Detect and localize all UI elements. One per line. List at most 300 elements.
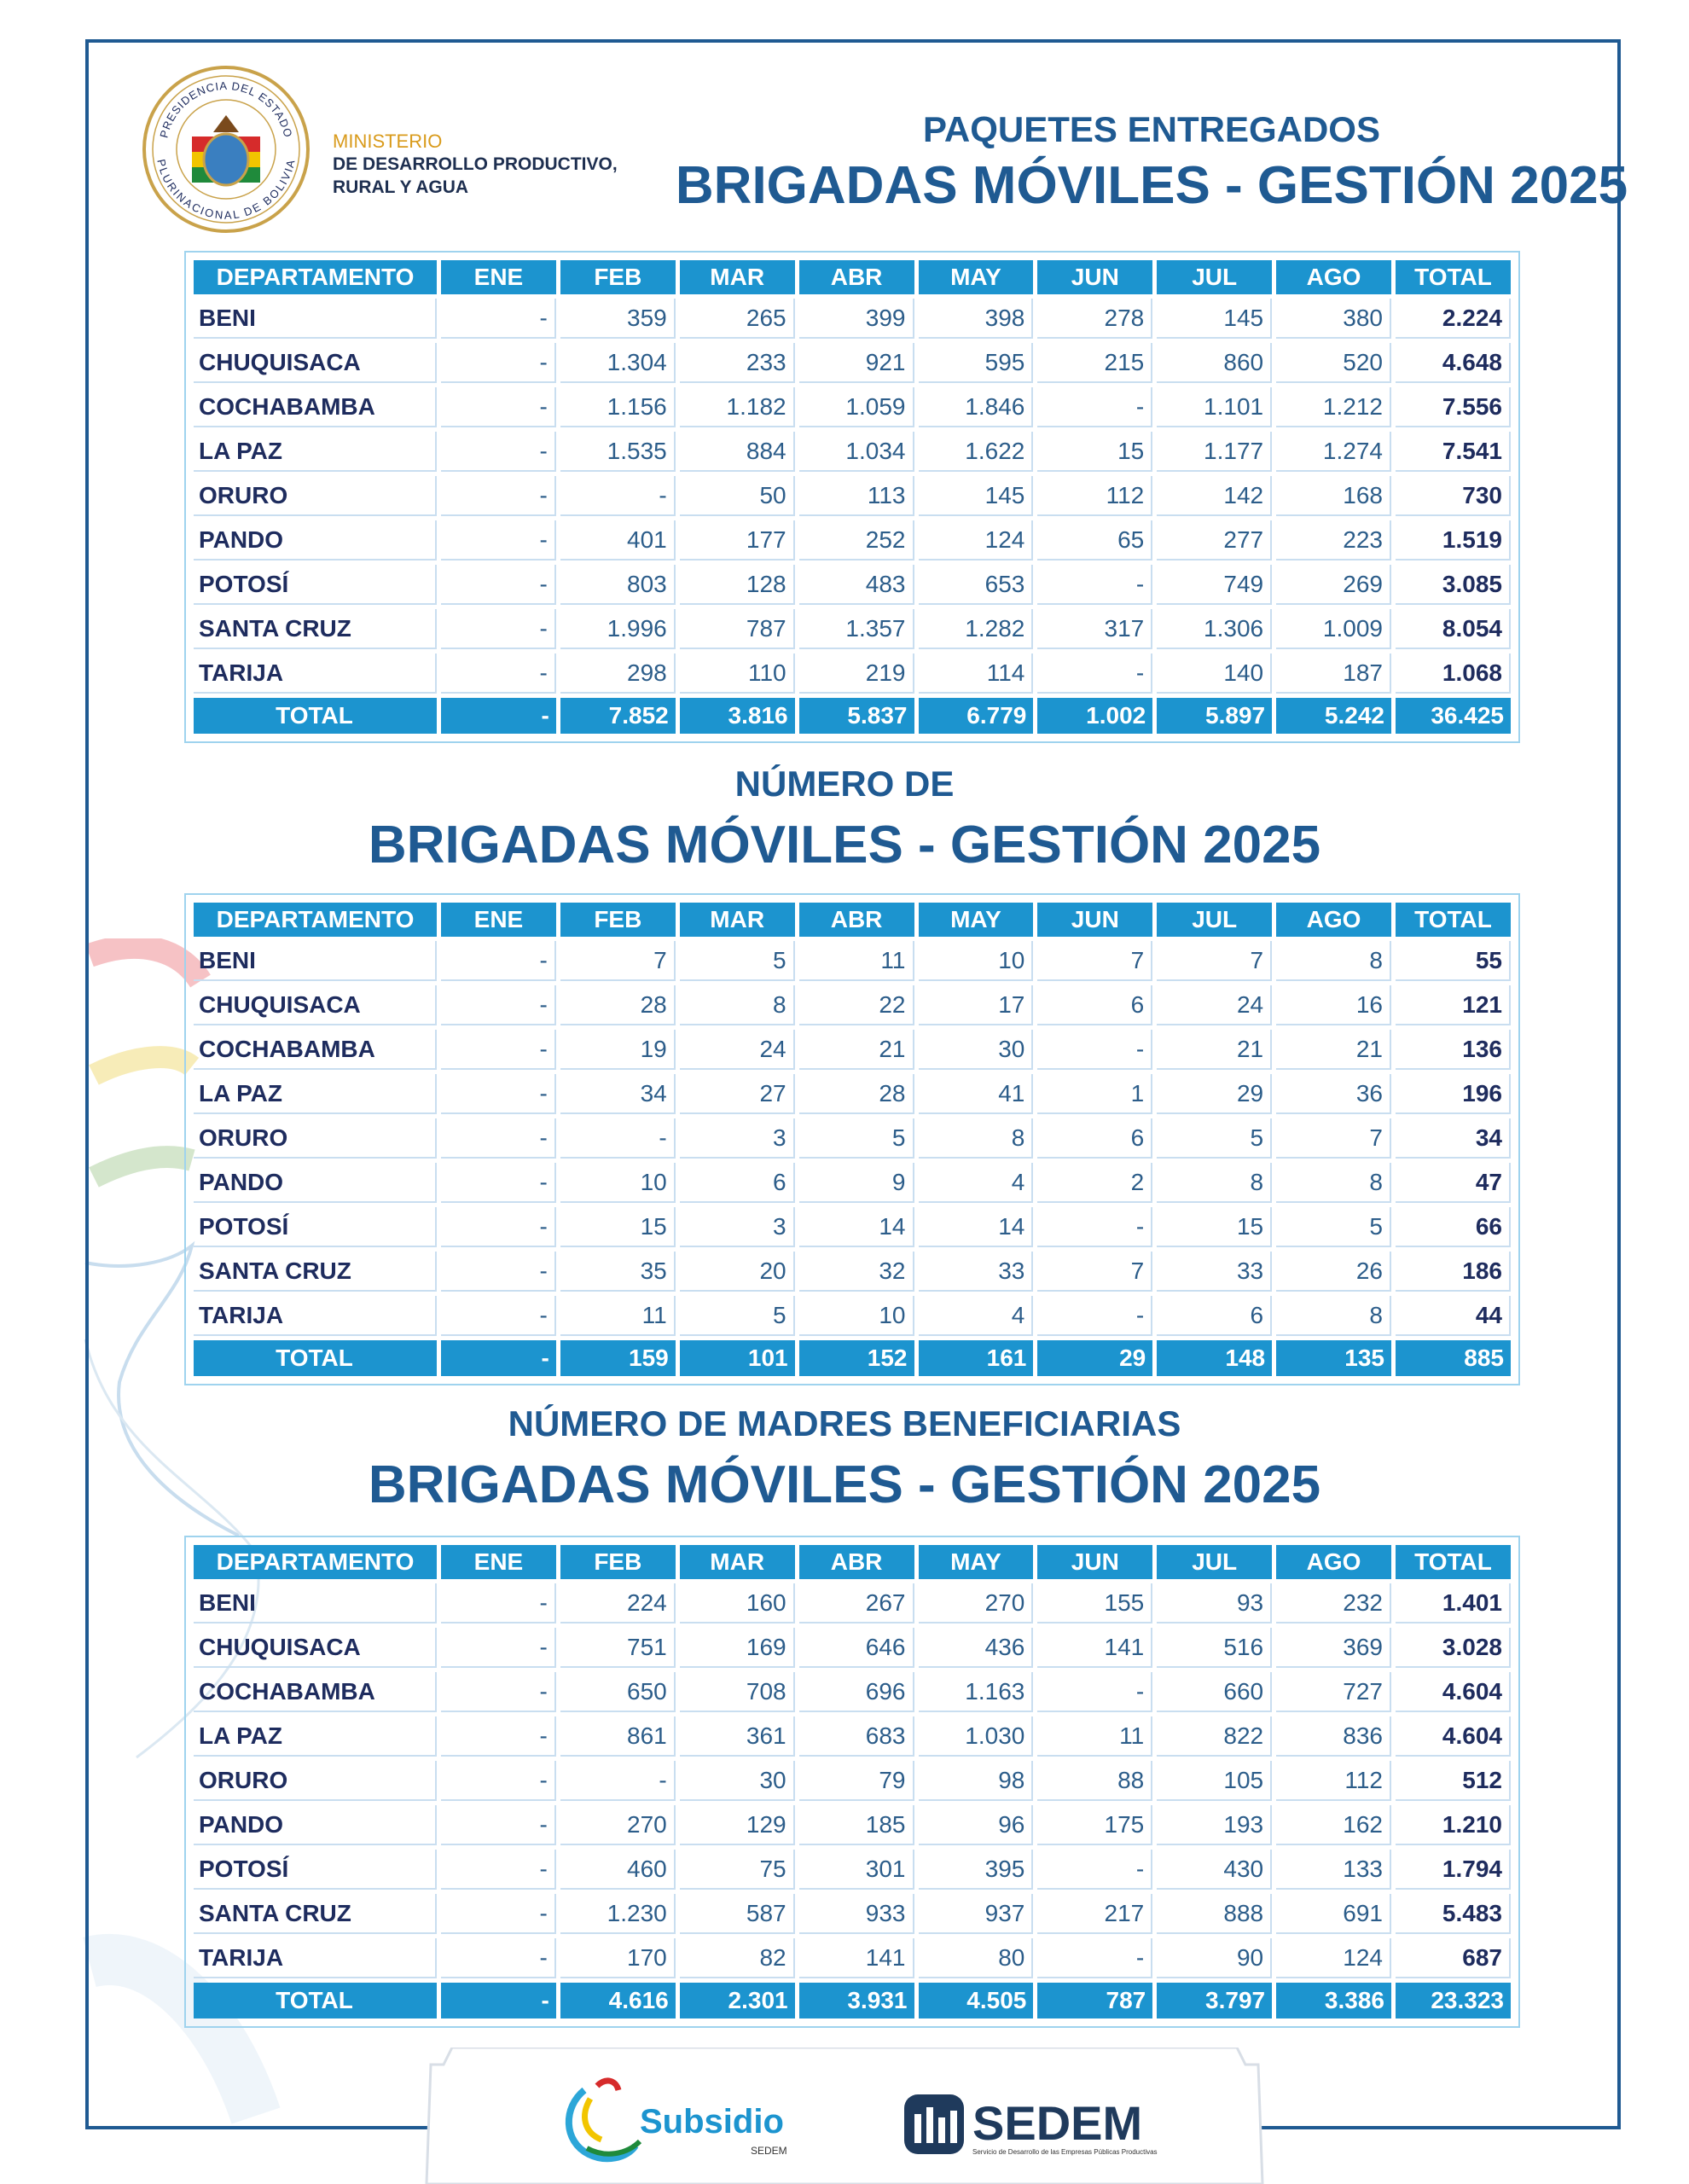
value-cell: 398 bbox=[919, 299, 1034, 339]
value-cell: 193 bbox=[1157, 1805, 1272, 1845]
value-cell: 98 bbox=[919, 1761, 1034, 1801]
column-header: FEB bbox=[560, 260, 676, 294]
value-cell: 36 bbox=[1276, 1074, 1391, 1114]
value-cell: 380 bbox=[1276, 299, 1391, 339]
value-cell: 14 bbox=[919, 1207, 1034, 1247]
value-cell: 21 bbox=[1157, 1030, 1272, 1070]
value-cell: 10 bbox=[919, 941, 1034, 981]
value-cell: 80 bbox=[919, 1938, 1034, 1978]
value-cell: 399 bbox=[799, 299, 914, 339]
sedem-logo-text: SEDEM bbox=[972, 2096, 1143, 2150]
column-header: JUL bbox=[1157, 903, 1272, 937]
table-row bbox=[194, 1163, 1511, 1203]
table-row bbox=[194, 1118, 1511, 1159]
column-header: MAR bbox=[680, 260, 795, 294]
value-cell: 6 bbox=[1157, 1296, 1272, 1336]
value-cell: 267 bbox=[799, 1583, 914, 1623]
total-cell: 135 bbox=[1276, 1340, 1391, 1376]
value-cell: - bbox=[1037, 1938, 1152, 1978]
value-cell: - bbox=[441, 1583, 556, 1623]
value-cell: 933 bbox=[799, 1894, 914, 1934]
value-cell: 32 bbox=[799, 1252, 914, 1292]
value-cell: - bbox=[441, 1761, 556, 1801]
value-cell: 34 bbox=[560, 1074, 676, 1114]
value-cell: 861 bbox=[560, 1716, 676, 1757]
department-cell: LA PAZ bbox=[194, 432, 437, 472]
value-cell: 168 bbox=[1276, 476, 1391, 516]
value-cell: - bbox=[441, 476, 556, 516]
value-cell: 5 bbox=[1276, 1207, 1391, 1247]
total-cell: 4.505 bbox=[919, 1983, 1034, 2018]
value-cell: 696 bbox=[799, 1672, 914, 1712]
section3-title: BRIGADAS MÓVILES - GESTIÓN 2025 bbox=[368, 1455, 1321, 1514]
footer-banner bbox=[392, 2048, 1297, 2184]
total-cell: 1.002 bbox=[1037, 698, 1152, 734]
table-row bbox=[194, 1716, 1511, 1757]
value-cell: 15 bbox=[560, 1207, 676, 1247]
column-header: MAR bbox=[680, 903, 795, 937]
value-cell: 136 bbox=[1396, 1030, 1511, 1070]
value-cell: 162 bbox=[1276, 1805, 1391, 1845]
value-cell: - bbox=[560, 476, 676, 516]
department-cell: PANDO bbox=[194, 520, 437, 561]
value-cell: 41 bbox=[919, 1074, 1034, 1114]
value-cell: 14 bbox=[799, 1207, 914, 1247]
value-cell: 8 bbox=[1157, 1163, 1272, 1203]
value-cell: 1.210 bbox=[1396, 1805, 1511, 1845]
value-cell: - bbox=[1037, 1672, 1152, 1712]
value-cell: 27 bbox=[680, 1074, 795, 1114]
value-cell: 803 bbox=[560, 565, 676, 605]
value-cell: 233 bbox=[680, 343, 795, 383]
total-cell: 7.852 bbox=[560, 698, 676, 734]
subsidio-logo-sub: SEDEM bbox=[751, 2145, 787, 2157]
value-cell: 110 bbox=[680, 653, 795, 694]
value-cell: 1.846 bbox=[919, 387, 1034, 427]
column-header: JUN bbox=[1037, 903, 1152, 937]
table-row bbox=[194, 565, 1511, 605]
section1-title: BRIGADAS MÓVILES - GESTIÓN 2025 bbox=[675, 156, 1628, 215]
column-header: DEPARTAMENTO bbox=[194, 903, 437, 937]
total-label: TOTAL bbox=[194, 1340, 437, 1376]
value-cell: 483 bbox=[799, 565, 914, 605]
value-cell: 6 bbox=[1037, 1118, 1152, 1159]
value-cell: 1.794 bbox=[1396, 1850, 1511, 1890]
value-cell: 401 bbox=[560, 520, 676, 561]
value-cell: - bbox=[441, 1805, 556, 1845]
value-cell: 141 bbox=[799, 1938, 914, 1978]
column-header: ENE bbox=[441, 1545, 556, 1579]
department-cell: SANTA CRUZ bbox=[194, 1252, 437, 1292]
column-header: MAR bbox=[680, 1545, 795, 1579]
value-cell: 1.622 bbox=[919, 432, 1034, 472]
total-cell: 36.425 bbox=[1396, 698, 1511, 734]
column-header: FEB bbox=[560, 1545, 676, 1579]
column-header: JUN bbox=[1037, 260, 1152, 294]
value-cell: 3.028 bbox=[1396, 1628, 1511, 1668]
seal-text-bottom: PLURINACIONAL DE BOLIVIA bbox=[154, 158, 298, 222]
value-cell: 16 bbox=[1276, 985, 1391, 1025]
value-cell: 30 bbox=[680, 1761, 795, 1801]
column-header: JUN bbox=[1037, 1545, 1152, 1579]
data-table bbox=[189, 256, 1515, 738]
value-cell: 1.177 bbox=[1157, 432, 1272, 472]
value-cell: 937 bbox=[919, 1894, 1034, 1934]
value-cell: 124 bbox=[1276, 1938, 1391, 1978]
value-cell: 5.483 bbox=[1396, 1894, 1511, 1934]
department-cell: TARIJA bbox=[194, 1296, 437, 1336]
value-cell: 124 bbox=[919, 520, 1034, 561]
table-row bbox=[194, 941, 1511, 981]
department-cell: COCHABAMBA bbox=[194, 1672, 437, 1712]
value-cell: - bbox=[441, 1252, 556, 1292]
value-cell: 430 bbox=[1157, 1850, 1272, 1890]
value-cell: 787 bbox=[680, 609, 795, 649]
column-header: ABR bbox=[799, 903, 914, 937]
value-cell: 7 bbox=[1037, 1252, 1152, 1292]
value-cell: - bbox=[441, 1074, 556, 1114]
column-header: JUL bbox=[1157, 1545, 1272, 1579]
table-row bbox=[194, 387, 1511, 427]
value-cell: 691 bbox=[1276, 1894, 1391, 1934]
department-cell: COCHABAMBA bbox=[194, 1030, 437, 1070]
total-cell: 29 bbox=[1037, 1340, 1152, 1376]
value-cell: 20 bbox=[680, 1252, 795, 1292]
value-cell: 5 bbox=[680, 1296, 795, 1336]
value-cell: 270 bbox=[919, 1583, 1034, 1623]
table-row bbox=[194, 653, 1511, 694]
value-cell: 187 bbox=[1276, 653, 1391, 694]
value-cell: 436 bbox=[919, 1628, 1034, 1668]
value-cell: 751 bbox=[560, 1628, 676, 1668]
value-cell: - bbox=[441, 1628, 556, 1668]
column-header: MAY bbox=[919, 903, 1034, 937]
value-cell: 2.224 bbox=[1396, 299, 1511, 339]
value-cell: 708 bbox=[680, 1672, 795, 1712]
value-cell: 66 bbox=[1396, 1207, 1511, 1247]
value-cell: 921 bbox=[799, 343, 914, 383]
table-row bbox=[194, 1805, 1511, 1845]
value-cell: 112 bbox=[1037, 476, 1152, 516]
value-cell: 3 bbox=[680, 1207, 795, 1247]
total-cell: 23.323 bbox=[1396, 1983, 1511, 2018]
bolivia-seal-icon bbox=[141, 64, 311, 235]
value-cell: 587 bbox=[680, 1894, 795, 1934]
value-cell: 141 bbox=[1037, 1628, 1152, 1668]
value-cell: - bbox=[1037, 1030, 1152, 1070]
value-cell: 1.059 bbox=[799, 387, 914, 427]
value-cell: 4 bbox=[919, 1163, 1034, 1203]
table-row bbox=[194, 1030, 1511, 1070]
value-cell: 822 bbox=[1157, 1716, 1272, 1757]
table-header-row bbox=[194, 903, 1511, 937]
value-cell: 133 bbox=[1276, 1850, 1391, 1890]
value-cell: 1.519 bbox=[1396, 520, 1511, 561]
value-cell: 646 bbox=[799, 1628, 914, 1668]
value-cell: 9 bbox=[799, 1163, 914, 1203]
value-cell: - bbox=[441, 520, 556, 561]
total-cell: 4.616 bbox=[560, 1983, 676, 2018]
value-cell: 687 bbox=[1396, 1938, 1511, 1978]
value-cell: 7.541 bbox=[1396, 432, 1511, 472]
value-cell: 8 bbox=[680, 985, 795, 1025]
value-cell: 113 bbox=[799, 476, 914, 516]
value-cell: 224 bbox=[560, 1583, 676, 1623]
value-cell: - bbox=[1037, 1296, 1152, 1336]
department-cell: CHUQUISACA bbox=[194, 343, 437, 383]
value-cell: 79 bbox=[799, 1761, 914, 1801]
section3-table bbox=[184, 1536, 1520, 2028]
value-cell: 7.556 bbox=[1396, 387, 1511, 427]
value-cell: - bbox=[441, 343, 556, 383]
value-cell: 278 bbox=[1037, 299, 1152, 339]
table-row bbox=[194, 1894, 1511, 1934]
value-cell: 4 bbox=[919, 1296, 1034, 1336]
table-header-row bbox=[194, 1545, 1511, 1579]
total-cell: 787 bbox=[1037, 1983, 1152, 2018]
table-row bbox=[194, 343, 1511, 383]
value-cell: 82 bbox=[680, 1938, 795, 1978]
value-cell: - bbox=[441, 1030, 556, 1070]
department-cell: TARIJA bbox=[194, 1938, 437, 1978]
department-cell: POTOSÍ bbox=[194, 565, 437, 605]
section2-title: BRIGADAS MÓVILES - GESTIÓN 2025 bbox=[368, 816, 1321, 874]
column-header: AGO bbox=[1276, 260, 1391, 294]
column-header: TOTAL bbox=[1396, 260, 1511, 294]
department-cell: CHUQUISACA bbox=[194, 1628, 437, 1668]
department-cell: POTOSÍ bbox=[194, 1207, 437, 1247]
total-cell: 159 bbox=[560, 1340, 676, 1376]
table-row bbox=[194, 609, 1511, 649]
total-cell: 101 bbox=[680, 1340, 795, 1376]
value-cell: 33 bbox=[919, 1252, 1034, 1292]
ministry-line2: DE DESARROLLO PRODUCTIVO, bbox=[333, 154, 618, 174]
value-cell: - bbox=[1037, 565, 1152, 605]
sedem-logo-sub: Servicio de Desarrollo de las Empresas Públicas Productivas bbox=[972, 2148, 1158, 2156]
table-row bbox=[194, 1252, 1511, 1292]
value-cell: 298 bbox=[560, 653, 676, 694]
value-cell: 177 bbox=[680, 520, 795, 561]
value-cell: - bbox=[441, 1850, 556, 1890]
total-cell: - bbox=[441, 698, 556, 734]
value-cell: 4.648 bbox=[1396, 343, 1511, 383]
total-cell: 148 bbox=[1157, 1340, 1272, 1376]
value-cell: - bbox=[441, 1894, 556, 1934]
column-header: ENE bbox=[441, 260, 556, 294]
total-row bbox=[194, 698, 1511, 734]
value-cell: 112 bbox=[1276, 1761, 1391, 1801]
value-cell: 145 bbox=[1157, 299, 1272, 339]
value-cell: 301 bbox=[799, 1850, 914, 1890]
value-cell: 30 bbox=[919, 1030, 1034, 1070]
value-cell: 270 bbox=[560, 1805, 676, 1845]
value-cell: - bbox=[441, 941, 556, 981]
column-header: ENE bbox=[441, 903, 556, 937]
column-header: AGO bbox=[1276, 1545, 1391, 1579]
value-cell: 145 bbox=[919, 476, 1034, 516]
total-cell: 2.301 bbox=[680, 1983, 795, 2018]
department-cell: POTOSÍ bbox=[194, 1850, 437, 1890]
total-cell: 6.779 bbox=[919, 698, 1034, 734]
department-cell: SANTA CRUZ bbox=[194, 1894, 437, 1934]
value-cell: 19 bbox=[560, 1030, 676, 1070]
table-row bbox=[194, 985, 1511, 1025]
section2-subtitle: NÚMERO DE bbox=[734, 764, 955, 804]
value-cell: 1.535 bbox=[560, 432, 676, 472]
column-header: ABR bbox=[799, 1545, 914, 1579]
value-cell: 34 bbox=[1396, 1118, 1511, 1159]
value-cell: 5 bbox=[1157, 1118, 1272, 1159]
department-cell: ORURO bbox=[194, 476, 437, 516]
value-cell: 11 bbox=[560, 1296, 676, 1336]
value-cell: 11 bbox=[799, 941, 914, 981]
value-cell: 650 bbox=[560, 1672, 676, 1712]
value-cell: 28 bbox=[799, 1074, 914, 1114]
value-cell: 169 bbox=[680, 1628, 795, 1668]
value-cell: 4.604 bbox=[1396, 1672, 1511, 1712]
value-cell: 160 bbox=[680, 1583, 795, 1623]
value-cell: 155 bbox=[1037, 1583, 1152, 1623]
value-cell: 683 bbox=[799, 1716, 914, 1757]
department-cell: COCHABAMBA bbox=[194, 387, 437, 427]
value-cell: 730 bbox=[1396, 476, 1511, 516]
table-header-row bbox=[194, 260, 1511, 294]
value-cell: 55 bbox=[1396, 941, 1511, 981]
value-cell: 1.274 bbox=[1276, 432, 1391, 472]
department-cell: PANDO bbox=[194, 1805, 437, 1845]
value-cell: 595 bbox=[919, 343, 1034, 383]
value-cell: 11 bbox=[1037, 1716, 1152, 1757]
value-cell: - bbox=[441, 1716, 556, 1757]
value-cell: 653 bbox=[919, 565, 1034, 605]
value-cell: 1.009 bbox=[1276, 609, 1391, 649]
value-cell: 8 bbox=[1276, 1296, 1391, 1336]
total-cell: 5.897 bbox=[1157, 698, 1272, 734]
value-cell: 215 bbox=[1037, 343, 1152, 383]
total-label: TOTAL bbox=[194, 1983, 437, 2018]
value-cell: 128 bbox=[680, 565, 795, 605]
value-cell: - bbox=[441, 299, 556, 339]
value-cell: - bbox=[441, 1118, 556, 1159]
value-cell: 219 bbox=[799, 653, 914, 694]
value-cell: 7 bbox=[1276, 1118, 1391, 1159]
table-row bbox=[194, 1074, 1511, 1114]
department-cell: LA PAZ bbox=[194, 1074, 437, 1114]
department-cell: TARIJA bbox=[194, 653, 437, 694]
value-cell: - bbox=[441, 432, 556, 472]
section2-table bbox=[184, 893, 1520, 1385]
value-cell: 10 bbox=[799, 1296, 914, 1336]
ministry-name bbox=[333, 130, 618, 199]
value-cell: 21 bbox=[799, 1030, 914, 1070]
department-cell: ORURO bbox=[194, 1118, 437, 1159]
value-cell: 5 bbox=[680, 941, 795, 981]
value-cell: 2 bbox=[1037, 1163, 1152, 1203]
value-cell: 105 bbox=[1157, 1761, 1272, 1801]
value-cell: 1.282 bbox=[919, 609, 1034, 649]
value-cell: 1.101 bbox=[1157, 387, 1272, 427]
value-cell: 265 bbox=[680, 299, 795, 339]
value-cell: - bbox=[441, 565, 556, 605]
value-cell: 369 bbox=[1276, 1628, 1391, 1668]
value-cell: 3 bbox=[680, 1118, 795, 1159]
value-cell: 96 bbox=[919, 1805, 1034, 1845]
value-cell: 8.054 bbox=[1396, 609, 1511, 649]
value-cell: 8 bbox=[1276, 1163, 1391, 1203]
seal-text-top: PRESIDENCIA DEL ESTADO bbox=[157, 78, 295, 140]
value-cell: - bbox=[441, 1163, 556, 1203]
value-cell: 1.034 bbox=[799, 432, 914, 472]
table-row bbox=[194, 476, 1511, 516]
value-cell: 28 bbox=[560, 985, 676, 1025]
value-cell: 1.030 bbox=[919, 1716, 1034, 1757]
column-header: MAY bbox=[919, 260, 1034, 294]
column-header: JUL bbox=[1157, 260, 1272, 294]
total-cell: 3.931 bbox=[799, 1983, 914, 2018]
value-cell: 516 bbox=[1157, 1628, 1272, 1668]
total-cell: 161 bbox=[919, 1340, 1034, 1376]
table-row bbox=[194, 520, 1511, 561]
value-cell: 1 bbox=[1037, 1074, 1152, 1114]
value-cell: 175 bbox=[1037, 1805, 1152, 1845]
value-cell: 217 bbox=[1037, 1894, 1152, 1934]
value-cell: - bbox=[441, 1938, 556, 1978]
value-cell: 170 bbox=[560, 1938, 676, 1978]
value-cell: 727 bbox=[1276, 1672, 1391, 1712]
value-cell: 1.163 bbox=[919, 1672, 1034, 1712]
value-cell: 142 bbox=[1157, 476, 1272, 516]
department-cell: CHUQUISACA bbox=[194, 985, 437, 1025]
value-cell: 361 bbox=[680, 1716, 795, 1757]
total-cell: 5.837 bbox=[799, 698, 914, 734]
table-row bbox=[194, 1296, 1511, 1336]
table-row bbox=[194, 1207, 1511, 1247]
section1-subtitle: PAQUETES ENTREGADOS bbox=[923, 109, 1380, 149]
total-label: TOTAL bbox=[194, 698, 437, 734]
value-cell: 26 bbox=[1276, 1252, 1391, 1292]
column-header: MAY bbox=[919, 1545, 1034, 1579]
table-row bbox=[194, 1628, 1511, 1668]
value-cell: 22 bbox=[799, 985, 914, 1025]
table-row bbox=[194, 1938, 1511, 1978]
department-cell: BENI bbox=[194, 299, 437, 339]
value-cell: 185 bbox=[799, 1805, 914, 1845]
total-cell: 3.797 bbox=[1157, 1983, 1272, 2018]
value-cell: 1.306 bbox=[1157, 609, 1272, 649]
value-cell: 277 bbox=[1157, 520, 1272, 561]
value-cell: 860 bbox=[1157, 343, 1272, 383]
value-cell: - bbox=[441, 609, 556, 649]
value-cell: 8 bbox=[919, 1118, 1034, 1159]
department-cell: BENI bbox=[194, 1583, 437, 1623]
value-cell: - bbox=[1037, 1850, 1152, 1890]
value-cell: 5 bbox=[799, 1118, 914, 1159]
value-cell: 88 bbox=[1037, 1761, 1152, 1801]
table-row bbox=[194, 1583, 1511, 1623]
total-cell: 3.816 bbox=[680, 698, 795, 734]
value-cell: - bbox=[441, 1296, 556, 1336]
total-row bbox=[194, 1340, 1511, 1376]
value-cell: 93 bbox=[1157, 1583, 1272, 1623]
value-cell: 10 bbox=[560, 1163, 676, 1203]
column-header: FEB bbox=[560, 903, 676, 937]
value-cell: 121 bbox=[1396, 985, 1511, 1025]
value-cell: - bbox=[441, 985, 556, 1025]
value-cell: 44 bbox=[1396, 1296, 1511, 1336]
table-row bbox=[194, 299, 1511, 339]
value-cell: - bbox=[1037, 653, 1152, 694]
value-cell: 1.068 bbox=[1396, 653, 1511, 694]
